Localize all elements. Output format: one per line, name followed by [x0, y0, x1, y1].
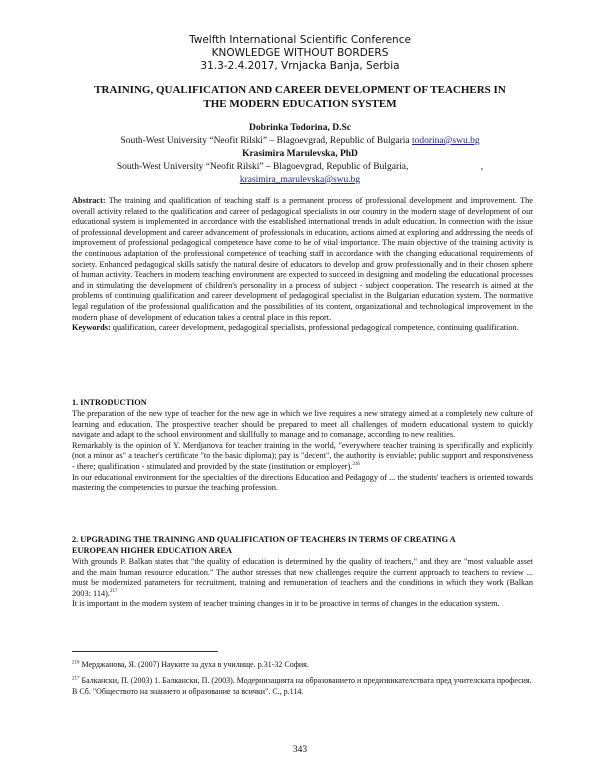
footnote-ref-217: 217	[109, 589, 118, 595]
abstract-label: Abstract:	[72, 196, 106, 205]
conference-title: Twelfth International Scientific Conference	[189, 34, 411, 46]
abstract-text: The training and qualification of teaching staff is a permanent process of professional development and improvement. The overall activity related to the qualification and career of pedagogical specialists in our country in the modern stage of development of our educational system is implemented in accordance with the established international trends in adult education. In connection with the issue of professional development and career advancement of professionals in education, actions aimed at exploring and addressing the needs of improvement of professional pedagogical competence have come to be of vital importance. The main objective of the training activity is the continuous adaptation of the professional competence of teaching staff in accordance with the changing educational requirements of society. Enhanced pedagogical skills satisfy the natural desire of educators to develop and grow professionally and in their chosen sphere of human activity. Teachers in modern teaching environment are expected to succeed in designing and modeling the educational processes and in stimulating the development of children's personality in a process of subject - subject cooperation. The research is aimed at the problems of continuing qualification and career development of pedagogical specialist in the Bulgarian education system. The normative legal regulation of the professional qualification and the possibilities of its content, organizational and technological improvement in the modern phase of development of education takes a central place in this report.	[72, 196, 533, 322]
section-2-paragraph-1-text: With grounds P. Balkan states that "the quality of education is determined by the quality of teachers," and they are "most valuable asset and the main human resource education." The author stresses that new challenges require the current approach to teachers to review ... must be modernized parameters for recruitment, training and remuneration of teachers and the conditions in which they work (Balkan 2003: 114).	[72, 557, 533, 598]
footnote-divider	[72, 651, 218, 652]
section-1-paragraph-2-text: Remarkably is the opinion of Y. Merdjanova for teacher training in the world, "everywhere teacher training is specifically and explicitly (not a minor as" a teacher's certificate "to the basic diploma); pay is "decent", the authority is enviable; public support and responsiveness - there; qualification - stimulated and provided by the state (institution or employer).	[72, 440, 533, 471]
keywords-text: qualification, career development, pedagogical specialists, professional pedagogical competence, continuing qualification.	[112, 323, 519, 333]
author-2-separator: ,	[480, 162, 484, 172]
section-1-heading: 1. INTRODUCTION	[72, 398, 147, 407]
author-1-email-link[interactable]: todorina@swu.bg	[411, 136, 480, 146]
section-2-heading-line-1: 2. UPGRADING THE TRAINING AND QUALIFICATION OF TEACHERS IN TERMS OF CREATING A	[72, 535, 456, 544]
footnote-217-text: Балкански, П. (2003) 1. Балкански, П. (2003). Модернизацията на образованието и предизвикателствата пред учителската професия. В Сб. "Обществото на знанието и образование за всички". С., р.114.	[72, 676, 532, 696]
section-1-body	[72, 409, 533, 494]
section-1-paragraph-3: In our educational environment for the specialties of the directions Education and Pedagogy of ... the students' teachers is oriented towards mastering the competencies to pursue the teaching profession.	[72, 472, 533, 493]
abstract-block	[72, 196, 533, 334]
author-2-affiliation: South-West University “Neofit Rilski” – Blagoevgrad, Republic of Bulgaria,	[116, 162, 409, 172]
author-1-affiliation: South-West University “Neofit Rilski” – Blagoevgrad, Republic of Bulgaria	[120, 136, 410, 146]
keywords-paragraph	[72, 323, 533, 334]
footnote-216-number: 216	[72, 660, 80, 666]
section-2-heading-line-2: EUROPEAN HIGHER EDUCATION AREA	[72, 546, 233, 555]
keywords-label: Keywords:	[72, 323, 111, 333]
conference-date-place: 31.3-2.4.2017, Vrnjacka Banja, Serbia	[200, 60, 400, 72]
abstract-paragraph	[72, 196, 533, 323]
author-2-email-line	[40, 174, 560, 187]
section-2-body	[72, 557, 533, 610]
page-number: 343	[292, 745, 308, 755]
section-1-paragraph-2	[72, 441, 533, 473]
footnote-217	[72, 676, 533, 697]
section-2-paragraph-1	[72, 557, 533, 599]
paper-title-line-1: TRAINING, QUALIFICATION AND CAREER DEVELOPMENT OF TEACHERS IN	[94, 84, 506, 96]
section-2-paragraph-2: It is important in the modern system of teacher training changes in it to be proactive in terms of changes in the education system.	[72, 599, 500, 609]
author-2-email-link[interactable]: krasimira_marulevska@swu.bg	[239, 175, 361, 185]
author-2-affiliation-line	[40, 161, 560, 174]
author-1-affiliation-line	[40, 135, 560, 148]
author-1-name: Dobrinka Todorina, D.Sc	[249, 123, 351, 133]
footnote-216-text: Мерджанова, Я. (2007) Науките за духа в училище. р.31-32 София.	[81, 660, 309, 669]
footnote-ref-216: 216	[352, 462, 360, 468]
conference-name: KNOWLEDGE WITHOUT BORDERS	[211, 47, 389, 59]
footnote-217-number: 217	[72, 676, 80, 682]
author-2-name: Krasimira Marulevska, PhD	[242, 149, 358, 159]
section-1-paragraph-1: The preparation of the new type of teacher for the new age in which we live requires a new strategy aimed at a completely new culture of learning and education. The prospective teacher should be prepared to meet all challenges of modern educational system to quickly navigate and adapt to the school environment and skillfully to manage and to comanage, according to new realities.	[72, 409, 533, 440]
footnote-216	[72, 660, 533, 671]
paper-title-line-2: THE MODERN EDUCATION SYSTEM	[203, 98, 397, 110]
